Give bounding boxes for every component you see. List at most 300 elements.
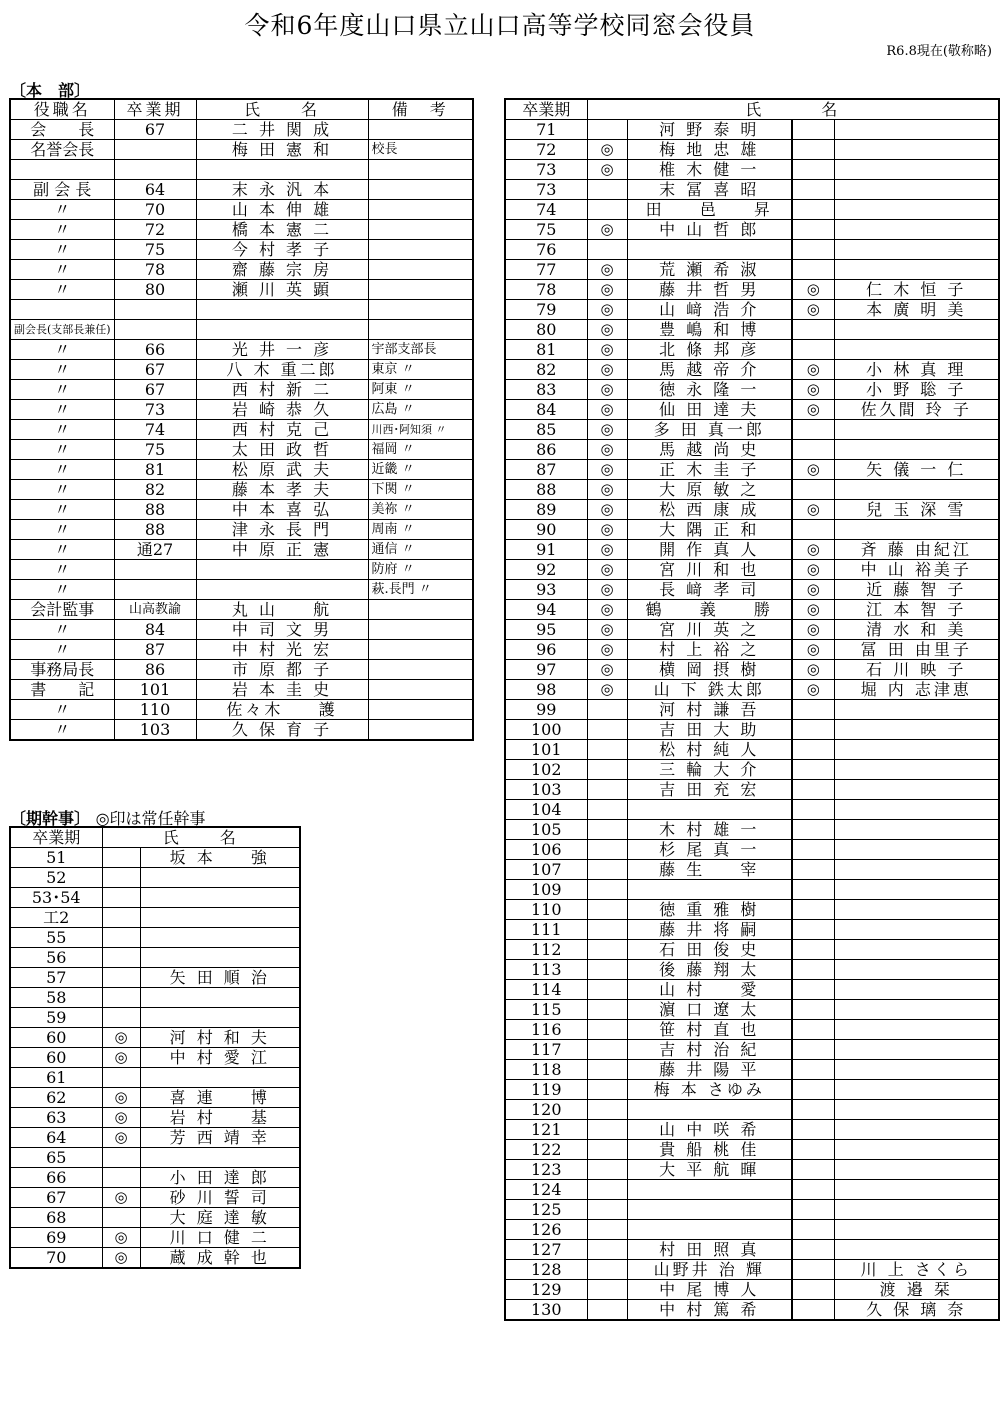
- position-cell: 副会長(支部長兼任): [10, 319, 114, 339]
- standing-mark-cell: [587, 120, 627, 140]
- standing-mark-cell: [587, 1280, 627, 1300]
- name-cell: 石 川 映 子: [834, 660, 999, 680]
- table-row: [10, 1128, 300, 1148]
- table-row: [505, 420, 999, 440]
- standing-mark-cell: [792, 960, 834, 980]
- position-cell: 〃: [10, 459, 114, 479]
- name-cell: 正 木 圭 子: [627, 460, 792, 480]
- standing-mark-cell: [792, 880, 834, 900]
- standing-mark-cell: ◎: [102, 1028, 140, 1048]
- table-row: [10, 439, 473, 459]
- class-year-cell: 109: [505, 880, 587, 900]
- name-cell: 藤 本 孝 夫: [196, 479, 368, 499]
- standing-mark-cell: [792, 1020, 834, 1040]
- class-year-cell: 58: [10, 988, 102, 1008]
- name-cell: 兒 玉 深 雪: [834, 500, 999, 520]
- name-cell: [627, 240, 792, 260]
- class-year-cell: 104: [505, 800, 587, 820]
- class-year-cell: 山高教諭: [114, 599, 196, 619]
- standing-mark-cell: ◎: [102, 1128, 140, 1148]
- class-year-cell: 79: [505, 300, 587, 320]
- remarks-cell: [368, 199, 473, 219]
- remarks-cell: [368, 679, 473, 699]
- class-year-cell: 52: [10, 868, 102, 888]
- name-cell: [627, 1100, 792, 1120]
- table-row: [10, 519, 473, 539]
- name-cell: [834, 1200, 999, 1220]
- class-year-cell: 87: [505, 460, 587, 480]
- name-cell: 清 水 和 美: [834, 620, 999, 640]
- table-row: [10, 219, 473, 239]
- class-year-cell: 98: [505, 680, 587, 700]
- class-year-cell: 82: [505, 360, 587, 380]
- standing-mark-cell: [792, 240, 834, 260]
- standing-mark-cell: [792, 140, 834, 160]
- remarks-cell: [368, 719, 473, 740]
- table-row: [10, 988, 300, 1008]
- name-cell: [140, 948, 300, 968]
- table-row: [10, 868, 300, 888]
- standing-mark-cell: [587, 200, 627, 220]
- standing-mark-cell: [792, 740, 834, 760]
- name-cell: [834, 1120, 999, 1140]
- standing-mark-cell: ◎: [792, 560, 834, 580]
- name-cell: 八 木 重二郎: [196, 359, 368, 379]
- standing-mark-cell: [587, 180, 627, 200]
- table-row: [505, 620, 999, 640]
- name-cell: 市 原 都 子: [196, 659, 368, 679]
- table-row: [10, 1068, 300, 1088]
- standing-mark-cell: [102, 1068, 140, 1088]
- class-year-cell: 69: [10, 1228, 102, 1248]
- column-header: 氏 名: [196, 99, 368, 120]
- class-year-cell: 106: [505, 840, 587, 860]
- name-cell: [834, 1020, 999, 1040]
- class-year-cell: [114, 319, 196, 339]
- table-row: [505, 940, 999, 960]
- class-year-cell: [114, 160, 196, 180]
- table-row: [10, 1248, 300, 1269]
- standing-mark-cell: [587, 1180, 627, 1200]
- class-year-cell: 110: [505, 900, 587, 920]
- class-year-cell: 75: [114, 239, 196, 259]
- table-row: [505, 720, 999, 740]
- standing-mark-cell: [792, 980, 834, 1000]
- table-row: [505, 1180, 999, 1200]
- standing-mark-cell: ◎: [792, 380, 834, 400]
- name-cell: 瀬 川 英 顕: [196, 279, 368, 299]
- class-year-cell: 115: [505, 1000, 587, 1020]
- table-row: [505, 700, 999, 720]
- column-header: 卒業期: [10, 827, 102, 848]
- standing-mark-cell: ◎: [792, 540, 834, 560]
- name-cell: 長 﨑 孝 司: [627, 580, 792, 600]
- name-cell: 藤 井 陽 平: [627, 1060, 792, 1080]
- standing-mark-cell: ◎: [587, 460, 627, 480]
- remarks-cell: 東京 〃: [368, 359, 473, 379]
- table-row: [10, 948, 300, 968]
- class-year-cell: [114, 559, 196, 579]
- name-cell: [834, 720, 999, 740]
- table-row: [505, 780, 999, 800]
- standing-mark-cell: ◎: [587, 320, 627, 340]
- standing-mark-cell: [792, 1180, 834, 1200]
- class-year-cell: 111: [505, 920, 587, 940]
- table-row: [505, 860, 999, 880]
- standing-mark-cell: ◎: [587, 300, 627, 320]
- standing-mark-cell: [587, 880, 627, 900]
- name-cell: 松 西 康 成: [627, 500, 792, 520]
- remarks-cell: 通信 〃: [368, 539, 473, 559]
- name-cell: 岩 本 圭 史: [196, 679, 368, 699]
- standing-mark-cell: [587, 1120, 627, 1140]
- standing-mark-cell: [792, 320, 834, 340]
- name-cell: 矢 田 順 治: [140, 968, 300, 988]
- table-row: [505, 340, 999, 360]
- name-cell: 大 庭 達 敏: [140, 1208, 300, 1228]
- table-row: [505, 380, 999, 400]
- table-row: [10, 1008, 300, 1028]
- class-year-cell: 97: [505, 660, 587, 680]
- name-cell: [834, 1100, 999, 1120]
- table-row: [10, 928, 300, 948]
- standing-mark-cell: ◎: [587, 360, 627, 380]
- table-row: [505, 440, 999, 460]
- class-year-cell: 72: [505, 140, 587, 160]
- standing-mark-cell: [792, 760, 834, 780]
- name-cell: 西 村 克 己: [196, 419, 368, 439]
- remarks-cell: [368, 319, 473, 339]
- name-cell: 中 村 愛 江: [140, 1048, 300, 1068]
- table-row: [10, 639, 473, 659]
- position-cell: 〃: [10, 559, 114, 579]
- class-year-cell: 76: [505, 240, 587, 260]
- standing-mark-cell: [102, 1148, 140, 1168]
- name-cell: [834, 900, 999, 920]
- class-year-cell: 82: [114, 479, 196, 499]
- name-cell: 川 上 さくら: [834, 1260, 999, 1280]
- standing-mark-cell: ◎: [587, 420, 627, 440]
- name-cell: 藤 井 将 嗣: [627, 920, 792, 940]
- position-cell: 〃: [10, 519, 114, 539]
- standing-mark-cell: ◎: [587, 280, 627, 300]
- name-cell: 仁 木 恒 子: [834, 280, 999, 300]
- remarks-cell: 美祢 〃: [368, 499, 473, 519]
- standing-mark-cell: [102, 1008, 140, 1028]
- name-cell: 冨 田 由里子: [834, 640, 999, 660]
- table-row: [10, 599, 473, 619]
- name-cell: [834, 840, 999, 860]
- standing-mark-cell: [792, 160, 834, 180]
- position-cell: 〃: [10, 279, 114, 299]
- name-cell: 中 原 正 憲: [196, 539, 368, 559]
- name-cell: 中 尾 博 人: [627, 1280, 792, 1300]
- standing-mark-cell: [102, 908, 140, 928]
- remarks-cell: [368, 179, 473, 199]
- name-cell: 村 上 裕 之: [627, 640, 792, 660]
- name-cell: 梅 田 憲 和: [196, 140, 368, 160]
- remarks-cell: [368, 639, 473, 659]
- name-cell: [627, 1180, 792, 1200]
- remarks-cell: 防府 〃: [368, 559, 473, 579]
- table-row: [505, 1120, 999, 1140]
- position-cell: 〃: [10, 719, 114, 740]
- class-year-cell: 83: [505, 380, 587, 400]
- name-cell: [627, 1200, 792, 1220]
- name-cell: [834, 420, 999, 440]
- class-year-cell: 73: [505, 180, 587, 200]
- name-cell: 近 藤 智 子: [834, 580, 999, 600]
- standing-mark-cell: [792, 1060, 834, 1080]
- remarks-cell: [368, 279, 473, 299]
- name-cell: 荒 瀬 希 淑: [627, 260, 792, 280]
- remarks-cell: 下関 〃: [368, 479, 473, 499]
- name-cell: 末 冨 喜 昭: [627, 180, 792, 200]
- name-cell: 二 井 関 成: [196, 120, 368, 140]
- position-cell: 〃: [10, 579, 114, 599]
- class-year-cell: 73: [114, 399, 196, 419]
- table-row: [10, 619, 473, 639]
- standing-mark-cell: [587, 960, 627, 980]
- name-cell: [834, 440, 999, 460]
- table-row: [505, 600, 999, 620]
- standing-mark-cell: ◎: [587, 400, 627, 420]
- position-cell: 書 記: [10, 679, 114, 699]
- class-year-cell: 63: [10, 1108, 102, 1128]
- standing-mark-cell: [587, 740, 627, 760]
- name-cell: 馬 越 尚 史: [627, 440, 792, 460]
- standing-mark-cell: [587, 980, 627, 1000]
- standing-mark-cell: ◎: [792, 400, 834, 420]
- class-year-cell: 68: [10, 1208, 102, 1228]
- standing-mark-cell: [587, 1020, 627, 1040]
- table-row: [505, 1280, 999, 1300]
- name-cell: 橋 本 憲 二: [196, 219, 368, 239]
- table-row: [10, 1228, 300, 1248]
- class-year-cell: 127: [505, 1240, 587, 1260]
- column-header: 氏 名: [587, 99, 999, 120]
- name-cell: [834, 220, 999, 240]
- name-cell: 藤 生 宰: [627, 860, 792, 880]
- name-cell: 松 原 武 夫: [196, 459, 368, 479]
- name-cell: [834, 140, 999, 160]
- name-cell: [834, 1040, 999, 1060]
- class-year-cell: 99: [505, 700, 587, 720]
- table-row: [505, 540, 999, 560]
- name-cell: [834, 1240, 999, 1260]
- table-row: [10, 679, 473, 699]
- name-cell: 貴 船 桃 佳: [627, 1140, 792, 1160]
- table-row: [505, 880, 999, 900]
- name-cell: [834, 520, 999, 540]
- standing-mark-cell: ◎: [587, 560, 627, 580]
- standing-mark-cell: ◎: [792, 280, 834, 300]
- name-cell: [834, 1000, 999, 1020]
- position-cell: 〃: [10, 419, 114, 439]
- name-cell: [834, 920, 999, 940]
- standing-mark-cell: [587, 1140, 627, 1160]
- name-cell: [834, 1080, 999, 1100]
- name-cell: [834, 480, 999, 500]
- position-cell: 副 会 長: [10, 179, 114, 199]
- name-cell: 大 原 敏 之: [627, 480, 792, 500]
- table-row: [505, 280, 999, 300]
- class-year-cell: 86: [114, 659, 196, 679]
- standing-mark-cell: [587, 720, 627, 740]
- name-cell: 椎 木 健 一: [627, 160, 792, 180]
- table-row: [505, 260, 999, 280]
- standing-mark-cell: ◎: [587, 540, 627, 560]
- class-year-cell: [114, 140, 196, 160]
- standing-mark-cell: [102, 888, 140, 908]
- class-year-cell: 81: [505, 340, 587, 360]
- standing-mark-cell: [102, 868, 140, 888]
- table-row: [10, 1208, 300, 1228]
- name-cell: 徳 永 隆 一: [627, 380, 792, 400]
- standing-mark-cell: ◎: [587, 380, 627, 400]
- table-row: [505, 320, 999, 340]
- table-row: [10, 120, 473, 140]
- class-year-cell: 110: [114, 699, 196, 719]
- name-cell: 江 本 智 子: [834, 600, 999, 620]
- standing-mark-cell: [792, 180, 834, 200]
- name-cell: 山野井 治 輝: [627, 1260, 792, 1280]
- table-row: [10, 239, 473, 259]
- position-cell: 〃: [10, 399, 114, 419]
- table-row: [505, 1240, 999, 1260]
- header-row: [10, 99, 473, 120]
- table-row: [505, 120, 999, 140]
- table-row: [10, 479, 473, 499]
- standing-mark-cell: ◎: [587, 160, 627, 180]
- position-cell: 〃: [10, 219, 114, 239]
- name-cell: 中 山 裕美子: [834, 560, 999, 580]
- column-header: 氏 名: [102, 827, 300, 848]
- name-cell: [834, 940, 999, 960]
- name-cell: 吉 田 充 宏: [627, 780, 792, 800]
- position-cell: 〃: [10, 359, 114, 379]
- name-cell: 大 平 航 暉: [627, 1160, 792, 1180]
- standing-mark-cell: [792, 1260, 834, 1280]
- name-cell: 河 野 泰 明: [627, 120, 792, 140]
- table-row: [505, 500, 999, 520]
- name-cell: 濵 口 遼 太: [627, 1000, 792, 1020]
- standing-mark-cell: ◎: [587, 440, 627, 460]
- table-row: [505, 220, 999, 240]
- name-cell: [834, 760, 999, 780]
- table-row: [10, 459, 473, 479]
- standing-mark-cell: [102, 928, 140, 948]
- class-year-cell: 70: [114, 199, 196, 219]
- name-cell: 田 邑 昇: [627, 200, 792, 220]
- standing-mark-cell: ◎: [587, 600, 627, 620]
- name-cell: [834, 120, 999, 140]
- table-row: [505, 1160, 999, 1180]
- standing-mark-cell: [792, 920, 834, 940]
- column-header: 卒業期: [114, 99, 196, 120]
- standing-mark-cell: [587, 780, 627, 800]
- class-year-cell: 67: [114, 359, 196, 379]
- kikanji-table-right: [504, 98, 1000, 1321]
- standing-mark-cell: ◎: [792, 680, 834, 700]
- standing-mark-cell: ◎: [792, 580, 834, 600]
- class-year-cell: 93: [505, 580, 587, 600]
- standing-mark-cell: ◎: [587, 140, 627, 160]
- name-cell: [834, 780, 999, 800]
- class-year-cell: 86: [505, 440, 587, 460]
- class-year-cell: 125: [505, 1200, 587, 1220]
- class-year-cell: 95: [505, 620, 587, 640]
- standing-mark-cell: [587, 760, 627, 780]
- class-year-cell: 77: [505, 260, 587, 280]
- name-cell: 中 村 光 宏: [196, 639, 368, 659]
- class-year-cell: 96: [505, 640, 587, 660]
- name-cell: [834, 1220, 999, 1240]
- table-row: [505, 180, 999, 200]
- header-row: [505, 99, 999, 120]
- table-row: [10, 399, 473, 419]
- name-cell: [834, 1060, 999, 1080]
- table-row: [505, 640, 999, 660]
- name-cell: 中 山 哲 郎: [627, 220, 792, 240]
- table-row: [505, 800, 999, 820]
- name-cell: [834, 1160, 999, 1180]
- class-year-cell: 103: [114, 719, 196, 740]
- standing-mark-cell: [792, 520, 834, 540]
- table-row: [505, 920, 999, 940]
- page-title: 令和6年度山口県立山口高等学校同窓会役員: [244, 11, 756, 40]
- name-cell: 開 作 真 人: [627, 540, 792, 560]
- standing-mark-cell: [587, 1260, 627, 1280]
- position-cell: 名誉会長: [10, 140, 114, 160]
- remarks-cell: [368, 259, 473, 279]
- standing-mark-cell: [587, 1100, 627, 1120]
- honbu-heading: 〔本 部〕: [10, 81, 91, 100]
- name-cell: [196, 160, 368, 180]
- name-cell: 後 藤 翔 太: [627, 960, 792, 980]
- name-cell: 喜 連 博: [140, 1088, 300, 1108]
- class-year-cell: 通27: [114, 539, 196, 559]
- standing-mark-cell: ◎: [792, 360, 834, 380]
- standing-mark-cell: ◎: [792, 620, 834, 640]
- position-cell: 会計監事: [10, 599, 114, 619]
- name-cell: 丸 山 航: [196, 599, 368, 619]
- class-year-cell: 59: [10, 1008, 102, 1028]
- name-cell: 杉 尾 真 一: [627, 840, 792, 860]
- class-year-cell: 75: [114, 439, 196, 459]
- table-row: [505, 960, 999, 980]
- table-row: [10, 1088, 300, 1108]
- class-year-cell: 53･54: [10, 888, 102, 908]
- table-row: [10, 199, 473, 219]
- name-cell: 芳 西 靖 幸: [140, 1128, 300, 1148]
- name-cell: 中 司 文 男: [196, 619, 368, 639]
- standing-mark-cell: [792, 1120, 834, 1140]
- remarks-cell: 広島 〃: [368, 399, 473, 419]
- table-row: [505, 1140, 999, 1160]
- standing-mark-cell: [792, 340, 834, 360]
- class-year-cell: 60: [10, 1048, 102, 1068]
- name-cell: 宮 川 英 之: [627, 620, 792, 640]
- class-year-cell: 91: [505, 540, 587, 560]
- table-row: [10, 888, 300, 908]
- standing-mark-cell: [792, 440, 834, 460]
- standing-mark-cell: ◎: [587, 260, 627, 280]
- table-row: [505, 200, 999, 220]
- standing-mark-cell: ◎: [102, 1248, 140, 1269]
- name-cell: 末 永 汎 本: [196, 179, 368, 199]
- table-row: [10, 1148, 300, 1168]
